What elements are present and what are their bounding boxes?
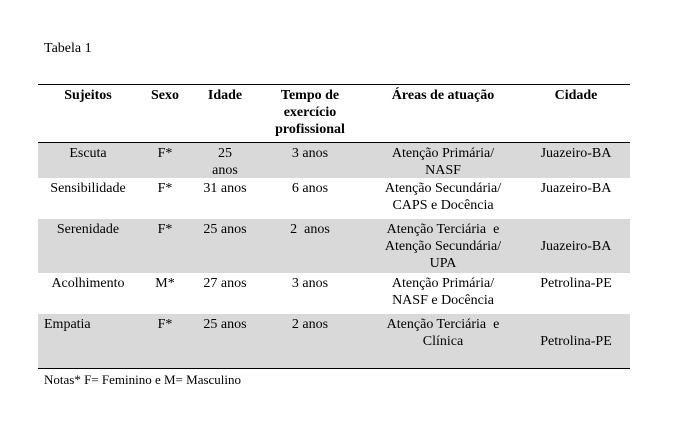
table-caption: Tabela 1 xyxy=(44,41,92,56)
cell-idade: 27 anos xyxy=(203,276,247,291)
cell-areas: Atenção Primária/ NASF e Docência xyxy=(391,276,495,308)
cell-sexo: F* xyxy=(157,146,173,161)
header-idade: Idade xyxy=(207,88,243,103)
header-tempo: Tempo de exercício profissional xyxy=(275,88,345,137)
cell-idade: 25 anos xyxy=(203,317,247,332)
cell-cidade: Petrolina-PE xyxy=(540,334,612,349)
cell-tempo: 3 anos xyxy=(291,276,329,291)
table-note: Notas* F= Feminino e M= Masculino xyxy=(44,372,242,387)
cell-idade: 25 anos xyxy=(212,146,238,178)
header-cidade: Cidade xyxy=(554,88,598,103)
table-row xyxy=(38,178,630,219)
data-table xyxy=(38,84,630,369)
header-sujeitos: Sujeitos xyxy=(64,88,112,103)
cell-cidade: Petrolina-PE xyxy=(540,276,612,291)
table-row xyxy=(38,314,630,368)
cell-areas: Atenção Secundária/ CAPS e Docência xyxy=(384,181,502,213)
table-row xyxy=(38,219,630,273)
cell-tempo: 6 anos xyxy=(291,181,329,196)
cell-cidade: Juazeiro-BA xyxy=(540,181,612,196)
cell-idade: 31 anos xyxy=(203,181,247,196)
cell-areas: Atenção Terciária e Atenção Secundária/ UPA xyxy=(384,222,502,271)
cell-cidade: Juazeiro-BA xyxy=(540,239,612,254)
table-row xyxy=(38,143,630,178)
cell-sujeito: Acolhimento xyxy=(51,276,125,291)
cell-tempo: 3 anos xyxy=(291,146,329,161)
header-sexo: Sexo xyxy=(151,88,179,103)
cell-sexo: F* xyxy=(157,181,173,196)
cell-tempo: 2 anos xyxy=(290,222,330,237)
cell-areas: Atenção Primária/ NASF xyxy=(391,146,495,178)
cell-sexo: F* xyxy=(157,222,173,237)
cell-sujeito: Empatia xyxy=(44,317,91,332)
cell-sujeito: Sensibilidade xyxy=(50,181,126,196)
cell-sexo: M* xyxy=(155,276,175,291)
cell-idade: 25 anos xyxy=(203,222,247,237)
cell-cidade: Juazeiro-BA xyxy=(540,146,612,161)
table-header-row xyxy=(38,85,630,143)
header-areas: Áreas de atuação xyxy=(391,88,495,103)
cell-sexo: F* xyxy=(157,317,173,332)
table-row xyxy=(38,273,630,314)
cell-areas: Atenção Terciária e Clínica xyxy=(386,317,500,349)
cell-sujeito: Serenidade xyxy=(56,222,120,237)
cell-tempo: 2 anos xyxy=(291,317,329,332)
cell-sujeito: Escuta xyxy=(69,146,107,161)
